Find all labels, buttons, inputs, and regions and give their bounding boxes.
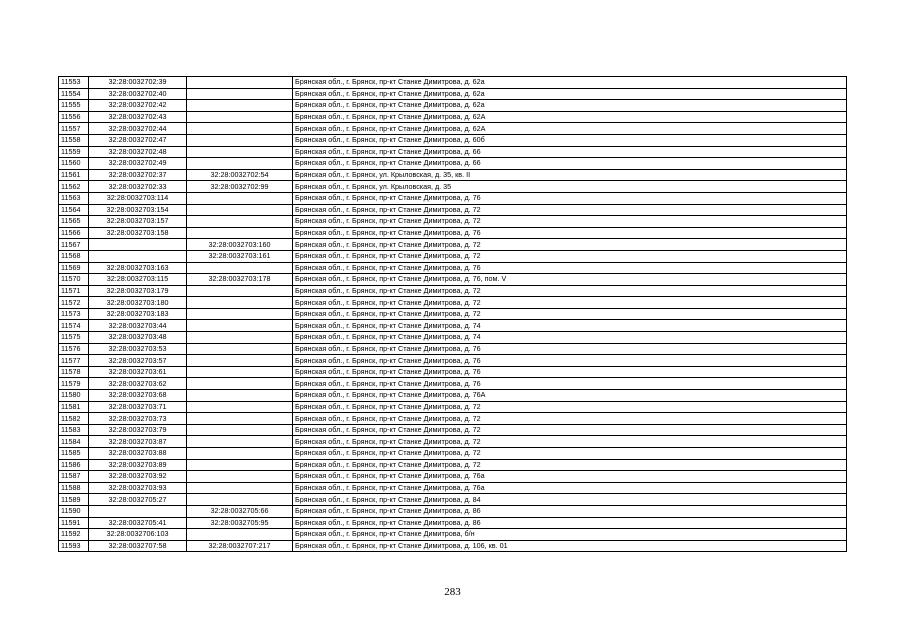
related-cadastral-number-cell: 32:28:0032703:161 (187, 250, 293, 262)
row-number-cell: 11584 (59, 436, 89, 448)
related-cadastral-number-cell (187, 262, 293, 274)
cadastral-number-cell: 32:28:0032703:157 (89, 216, 187, 228)
row-number-cell: 11564 (59, 204, 89, 216)
row-number-cell: 11558 (59, 134, 89, 146)
related-cadastral-number-cell (187, 494, 293, 506)
address-cell: Брянская обл., г. Брянск, пр-кт Станке Димитрова, д. 74 (293, 320, 847, 332)
related-cadastral-number-cell (187, 366, 293, 378)
row-number-cell: 11553 (59, 77, 89, 89)
row-number-cell: 11566 (59, 227, 89, 239)
related-cadastral-number-cell (187, 123, 293, 135)
related-cadastral-number-cell (187, 355, 293, 367)
row-number-cell: 11561 (59, 169, 89, 181)
related-cadastral-number-cell: 32:28:0032705:95 (187, 517, 293, 529)
row-number-cell: 11560 (59, 158, 89, 170)
related-cadastral-number-cell (187, 413, 293, 425)
related-cadastral-number-cell (187, 88, 293, 100)
row-number-cell: 11573 (59, 308, 89, 320)
address-cell: Брянская обл., г. Брянск, пр-кт Станке Димитрова, д. 72 (293, 250, 847, 262)
cadastral-number-cell: 32:28:0032703:114 (89, 192, 187, 204)
related-cadastral-number-cell: 32:28:0032702:54 (187, 169, 293, 181)
cadastral-number-cell: 32:28:0032702:33 (89, 181, 187, 193)
table-row (59, 308, 847, 320)
related-cadastral-number-cell (187, 227, 293, 239)
table-row (59, 250, 847, 262)
cadastral-number-cell: 32:28:0032702:40 (89, 88, 187, 100)
row-number-cell: 11554 (59, 88, 89, 100)
related-cadastral-number-cell (187, 471, 293, 483)
related-cadastral-number-cell (187, 297, 293, 309)
row-number-cell: 11557 (59, 123, 89, 135)
row-number-cell: 11574 (59, 320, 89, 332)
cadastral-number-cell: 32:28:0032703:73 (89, 413, 187, 425)
address-cell: Брянская обл., г. Брянск, пр-кт Станке Димитрова, д. 72 (293, 216, 847, 228)
cadastral-number-cell: 32:28:0032703:158 (89, 227, 187, 239)
related-cadastral-number-cell (187, 401, 293, 413)
cadastral-number-cell: 32:28:0032703:180 (89, 297, 187, 309)
cadastral-table-body (59, 77, 847, 552)
table-row (59, 169, 847, 181)
cadastral-number-cell: 32:28:0032703:48 (89, 332, 187, 344)
cadastral-number-cell: 32:28:0032703:154 (89, 204, 187, 216)
address-cell: Брянская обл., г. Брянск, пр-кт Станке Димитрова, д. 72 (293, 239, 847, 251)
cadastral-number-cell: 32:28:0032703:89 (89, 459, 187, 471)
address-cell: Брянская обл., г. Брянск, пр-кт Станке Димитрова, д. 72 (293, 297, 847, 309)
row-number-cell: 11589 (59, 494, 89, 506)
address-cell: Брянская обл., г. Брянск, ул. Крыловская, д. 35, кв. II (293, 169, 847, 181)
row-number-cell: 11565 (59, 216, 89, 228)
table-row (59, 146, 847, 158)
address-cell: Брянская обл., г. Брянск, пр-кт Станке Димитрова, д. 76, пом. V (293, 274, 847, 286)
cadastral-table (58, 76, 847, 552)
table-row (59, 77, 847, 89)
related-cadastral-number-cell: 32:28:0032702:99 (187, 181, 293, 193)
row-number-cell: 11592 (59, 529, 89, 541)
table-row (59, 494, 847, 506)
cadastral-number-cell: 32:28:0032703:61 (89, 366, 187, 378)
cadastral-number-cell (89, 505, 187, 517)
related-cadastral-number-cell (187, 308, 293, 320)
table-row (59, 459, 847, 471)
table-row (59, 181, 847, 193)
address-cell: Брянская обл., г. Брянск, пр-кт Станке Димитрова, д. 74 (293, 332, 847, 344)
cadastral-number-cell: 32:28:0032703:92 (89, 471, 187, 483)
cadastral-number-cell: 32:28:0032702:47 (89, 134, 187, 146)
table-row (59, 285, 847, 297)
related-cadastral-number-cell (187, 134, 293, 146)
row-number-cell: 11576 (59, 343, 89, 355)
cadastral-number-cell: 32:28:0032703:44 (89, 320, 187, 332)
row-number-cell: 11568 (59, 250, 89, 262)
address-cell: Брянская обл., г. Брянск, ул. Крыловская, д. 35 (293, 181, 847, 193)
related-cadastral-number-cell (187, 390, 293, 402)
cadastral-number-cell: 32:28:0032702:49 (89, 158, 187, 170)
address-cell: Брянская обл., г. Брянск, пр-кт Станке Димитрова, д. 72 (293, 459, 847, 471)
cadastral-number-cell: 32:28:0032703:163 (89, 262, 187, 274)
cadastral-number-cell: 32:28:0032703:179 (89, 285, 187, 297)
table-row (59, 88, 847, 100)
address-cell: Брянская обл., г. Брянск, пр-кт Станке Димитрова, д. 66 (293, 146, 847, 158)
cadastral-number-cell: 32:28:0032702:48 (89, 146, 187, 158)
row-number-cell: 11593 (59, 540, 89, 552)
related-cadastral-number-cell (187, 424, 293, 436)
table-row (59, 332, 847, 344)
related-cadastral-number-cell (187, 529, 293, 541)
table-row (59, 482, 847, 494)
row-number-cell: 11570 (59, 274, 89, 286)
table-row (59, 471, 847, 483)
address-cell: Брянская обл., г. Брянск, пр-кт Станке Димитрова, д. 66 (293, 158, 847, 170)
cadastral-number-cell: 32:28:0032705:27 (89, 494, 187, 506)
row-number-cell: 11559 (59, 146, 89, 158)
related-cadastral-number-cell (187, 436, 293, 448)
cadastral-number-cell: 32:28:0032703:88 (89, 448, 187, 460)
address-cell: Брянская обл., г. Брянск, пр-кт Станке Димитрова, д. 76А (293, 390, 847, 402)
row-number-cell: 11581 (59, 401, 89, 413)
address-cell: Брянская обл., г. Брянск, пр-кт Станке Димитрова, д. 72 (293, 413, 847, 425)
cadastral-number-cell: 32:28:0032703:115 (89, 274, 187, 286)
related-cadastral-number-cell (187, 111, 293, 123)
cadastral-number-cell: 32:28:0032703:57 (89, 355, 187, 367)
row-number-cell: 11563 (59, 192, 89, 204)
related-cadastral-number-cell (187, 216, 293, 228)
cadastral-number-cell: 32:28:0032703:53 (89, 343, 187, 355)
related-cadastral-number-cell (187, 100, 293, 112)
address-cell: Брянская обл., г. Брянск, пр-кт Станке Димитрова, д. 72 (293, 308, 847, 320)
cadastral-number-cell: 32:28:0032703:71 (89, 401, 187, 413)
row-number-cell: 11555 (59, 100, 89, 112)
address-cell: Брянская обл., г. Брянск, пр-кт Станке Димитрова, д. 86 (293, 505, 847, 517)
related-cadastral-number-cell: 32:28:0032705:66 (187, 505, 293, 517)
related-cadastral-number-cell (187, 320, 293, 332)
address-cell: Брянская обл., г. Брянск, пр-кт Станке Димитрова, д. 72 (293, 448, 847, 460)
cadastral-number-cell: 32:28:0032705:41 (89, 517, 187, 529)
table-row (59, 134, 847, 146)
row-number-cell: 11588 (59, 482, 89, 494)
table-row (59, 262, 847, 274)
cadastral-number-cell: 32:28:0032703:79 (89, 424, 187, 436)
table-row (59, 401, 847, 413)
table-row (59, 227, 847, 239)
cadastral-number-cell: 32:28:0032706:103 (89, 529, 187, 541)
related-cadastral-number-cell (187, 482, 293, 494)
related-cadastral-number-cell (187, 448, 293, 460)
address-cell: Брянская обл., г. Брянск, пр-кт Станке Димитрова, д. 62а (293, 88, 847, 100)
address-cell: Брянская обл., г. Брянск, пр-кт Станке Димитрова, д. 72 (293, 285, 847, 297)
table-row (59, 424, 847, 436)
row-number-cell: 11578 (59, 366, 89, 378)
table-row (59, 100, 847, 112)
row-number-cell: 11590 (59, 505, 89, 517)
address-cell: Брянская обл., г. Брянск, пр-кт Станке Димитрова, д. 84 (293, 494, 847, 506)
cadastral-number-cell: 32:28:0032703:87 (89, 436, 187, 448)
address-cell: Брянская обл., г. Брянск, пр-кт Станке Димитрова, д. 62А (293, 123, 847, 135)
row-number-cell: 11562 (59, 181, 89, 193)
table-row (59, 297, 847, 309)
row-number-cell: 11582 (59, 413, 89, 425)
address-cell: Брянская обл., г. Брянск, пр-кт Станке Димитрова, д. 76 (293, 343, 847, 355)
address-cell: Брянская обл., г. Брянск, пр-кт Станке Димитрова, б/н (293, 529, 847, 541)
table-row (59, 505, 847, 517)
address-cell: Брянская обл., г. Брянск, пр-кт Станке Димитрова, д. 76а (293, 482, 847, 494)
table-row (59, 448, 847, 460)
table-row (59, 436, 847, 448)
row-number-cell: 11580 (59, 390, 89, 402)
table-row (59, 204, 847, 216)
table-row (59, 355, 847, 367)
table-row (59, 320, 847, 332)
row-number-cell: 11591 (59, 517, 89, 529)
cadastral-number-cell: 32:28:0032703:93 (89, 482, 187, 494)
row-number-cell: 11579 (59, 378, 89, 390)
related-cadastral-number-cell: 32:28:0032703:160 (187, 239, 293, 251)
cadastral-number-cell: 32:28:0032702:42 (89, 100, 187, 112)
related-cadastral-number-cell (187, 192, 293, 204)
row-number-cell: 11571 (59, 285, 89, 297)
row-number-cell: 11585 (59, 448, 89, 460)
address-cell: Брянская обл., г. Брянск, пр-кт Станке Димитрова, д. 72 (293, 204, 847, 216)
address-cell: Брянская обл., г. Брянск, пр-кт Станке Димитрова, д. 72 (293, 436, 847, 448)
row-number-cell: 11586 (59, 459, 89, 471)
table-row (59, 123, 847, 135)
related-cadastral-number-cell (187, 204, 293, 216)
address-cell: Брянская обл., г. Брянск, пр-кт Станке Димитрова, д. 62А (293, 111, 847, 123)
cadastral-number-cell: 32:28:0032707:58 (89, 540, 187, 552)
related-cadastral-number-cell (187, 343, 293, 355)
address-cell: Брянская обл., г. Брянск, пр-кт Станке Димитрова, д. 76 (293, 378, 847, 390)
cadastral-number-cell: 32:28:0032703:68 (89, 390, 187, 402)
related-cadastral-number-cell (187, 332, 293, 344)
row-number-cell: 11556 (59, 111, 89, 123)
table-row (59, 216, 847, 228)
table-row (59, 274, 847, 286)
related-cadastral-number-cell (187, 158, 293, 170)
related-cadastral-number-cell: 32:28:0032707:217 (187, 540, 293, 552)
address-cell: Брянская обл., г. Брянск, пр-кт Станке Димитрова, д. 62а (293, 77, 847, 89)
row-number-cell: 11567 (59, 239, 89, 251)
cadastral-number-cell (89, 239, 187, 251)
table-row (59, 343, 847, 355)
row-number-cell: 11587 (59, 471, 89, 483)
table-row (59, 192, 847, 204)
related-cadastral-number-cell (187, 378, 293, 390)
row-number-cell: 11572 (59, 297, 89, 309)
address-cell: Брянская обл., г. Брянск, пр-кт Станке Димитрова, д. 62а (293, 100, 847, 112)
address-cell: Брянская обл., г. Брянск, пр-кт Станке Димитрова, д. 76 (293, 366, 847, 378)
cadastral-number-cell: 32:28:0032702:43 (89, 111, 187, 123)
address-cell: Брянская обл., г. Брянск, пр-кт Станке Димитрова, д. 76 (293, 355, 847, 367)
table-row (59, 111, 847, 123)
table-row (59, 378, 847, 390)
address-cell: Брянская обл., г. Брянск, пр-кт Станке Димитрова, д. 106, кв. 01 (293, 540, 847, 552)
address-cell: Брянская обл., г. Брянск, пр-кт Станке Димитрова, д. 76 (293, 192, 847, 204)
table-row (59, 158, 847, 170)
address-cell: Брянская обл., г. Брянск, пр-кт Станке Димитрова, д. 72 (293, 424, 847, 436)
related-cadastral-number-cell (187, 77, 293, 89)
address-cell: Брянская обл., г. Брянск, пр-кт Станке Димитрова, д. 86 (293, 517, 847, 529)
table-row (59, 540, 847, 552)
table-row (59, 239, 847, 251)
cadastral-number-cell: 32:28:0032702:44 (89, 123, 187, 135)
cadastral-number-cell: 32:28:0032703:183 (89, 308, 187, 320)
row-number-cell: 11575 (59, 332, 89, 344)
cadastral-number-cell: 32:28:0032702:37 (89, 169, 187, 181)
address-cell: Брянская обл., г. Брянск, пр-кт Станке Димитрова, д. 72 (293, 401, 847, 413)
address-cell: Брянская обл., г. Брянск, пр-кт Станке Димитрова, д. 76 (293, 227, 847, 239)
address-cell: Брянская обл., г. Брянск, пр-кт Станке Димитрова, д. 76а (293, 471, 847, 483)
table-row (59, 366, 847, 378)
row-number-cell: 11583 (59, 424, 89, 436)
row-number-cell: 11569 (59, 262, 89, 274)
table-row (59, 529, 847, 541)
row-number-cell: 11577 (59, 355, 89, 367)
cadastral-number-cell: 32:28:0032702:39 (89, 77, 187, 89)
related-cadastral-number-cell (187, 146, 293, 158)
address-cell: Брянская обл., г. Брянск, пр-кт Станке Димитрова, д. 60б (293, 134, 847, 146)
cadastral-number-cell (89, 250, 187, 262)
page-number: 283 (444, 586, 461, 598)
table-row (59, 413, 847, 425)
related-cadastral-number-cell: 32:28:0032703:178 (187, 274, 293, 286)
related-cadastral-number-cell (187, 285, 293, 297)
table-row (59, 390, 847, 402)
table-row (59, 517, 847, 529)
address-cell: Брянская обл., г. Брянск, пр-кт Станке Димитрова, д. 76 (293, 262, 847, 274)
cadastral-number-cell: 32:28:0032703:62 (89, 378, 187, 390)
related-cadastral-number-cell (187, 459, 293, 471)
